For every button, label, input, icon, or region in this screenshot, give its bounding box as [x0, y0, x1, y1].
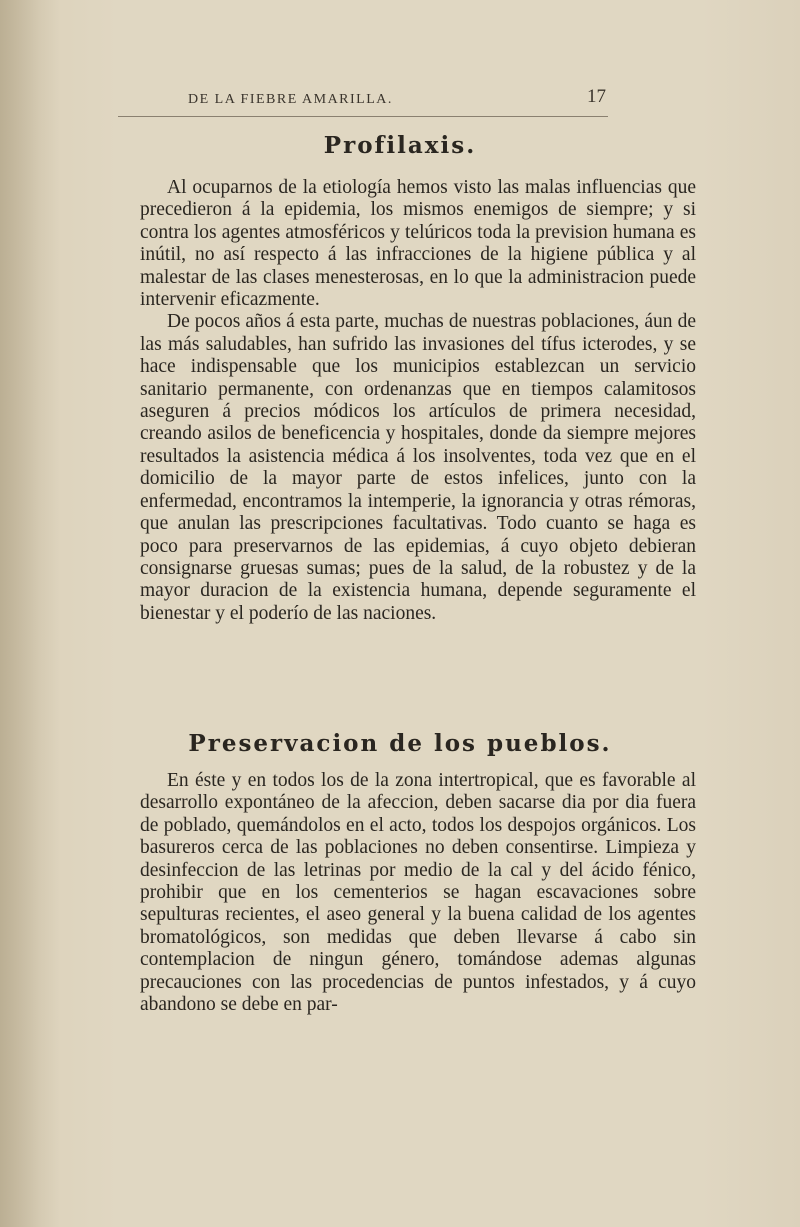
section-heading-preservacion: Preservacion de los pueblos.: [188, 730, 612, 757]
page-spine-shadow: [0, 0, 60, 1227]
page-number: 17: [587, 86, 606, 107]
running-head: DE LA FIEBRE AMARILLA.: [188, 92, 393, 107]
section-heading-profilaxis: Profilaxis.: [323, 132, 477, 159]
header-rule: [118, 116, 608, 117]
paragraph: De pocos años á esta parte, muchas de nuestras poblaciones, áun de las más saludables, han sufrido las invasiones del tífus icterodes, y se hace indispensable que los municipios establezcan un servicio sanitario permanente, con ordenanzas que en tiempos calamitosos aseguren á precios módicos los artículos de primera necesidad, creando asilos de beneficencia y hospitales, donde da siempre mejores resultados la asistencia médica á los insolventes, toda vez que en el domicilio de la mayor parte de estos infelices, junto con la enfermedad, encontramos la intemperie, la ignorancia y otras rémoras, que anulan las prescripciones facultativas. Todo cuanto se haga es poco para preservarnos de las epidemias, á cuyo objeto debieran consignarse gruesas sumas; pues de la salud, de la robustez y de la mayor duracion de la existencia humana, depende seguramente el bienestar y el poderío de las naciones.: [140, 311, 696, 624]
paragraph: En éste y en todos los de la zona intertropical, que es favorable al desarrollo expontáneo de la afeccion, deben sacarse dia por dia fuera de poblado, quemándolos en el acto, todos los despojos orgánicos. Los basureros cerca de las poblaciones no deben consentirse. Limpieza y desinfeccion de las letrinas por medio de la cal y del ácido fénico, prohibir que en los cementerios se hagan escavaciones sobre sepulturas recientes, el aseo general y la buena calidad de los agentes bromatológicos, son medidas que deben llevarse á cabo sin contemplacion de ningun género, tomándose ademas algunas precauciones con las procedencias de puntos infestados, y á cuyo abandono se debe en par-: [140, 770, 696, 1016]
paragraph: Al ocuparnos de la etiología hemos visto las malas influencias que precedieron á la epidemia, los mismos enemigos de siempre; y si contra los agentes atmosféricos y telúricos toda la prevision humana es inútil, no así respecto á las infracciones de la higiene pública y al malestar de las clases menesterosas, en lo que la administracion puede intervenir eficazmente.: [140, 177, 696, 311]
section-body-profilaxis: [140, 177, 696, 625]
section-body-preservacion: [140, 770, 696, 1016]
